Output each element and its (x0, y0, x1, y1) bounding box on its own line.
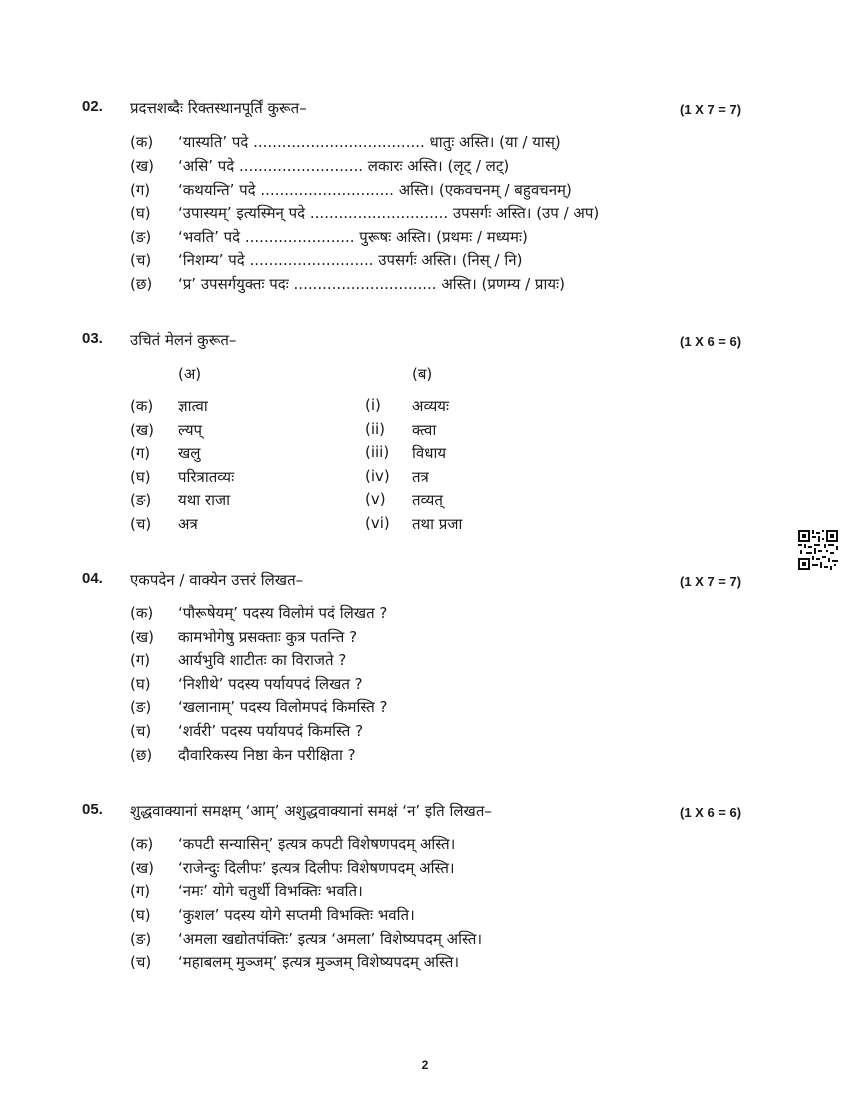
item-label: (ङ) (130, 491, 152, 509)
item-text: ‘महाबलम् मुञ्जम्’ इत्यत्र मुञ्जम् विशेष्यपदम् अस्ति। (178, 953, 460, 971)
item-text: ‘निशीथे’ पदस्य पर्यायपदं लिखत ? (178, 675, 363, 693)
left-term: खलु (178, 444, 201, 462)
left-term: यथा राजा (178, 491, 230, 509)
item-label: (घ) (130, 468, 151, 486)
item-label: (ख) (130, 859, 154, 877)
left-term: परित्रातव्यः (178, 468, 235, 486)
item-label: (ख) (130, 421, 154, 439)
item-label: (ख) (130, 157, 154, 175)
item-label: (ख) (130, 628, 154, 646)
item-label: (ग) (130, 651, 151, 669)
list-item (0, 603, 850, 627)
item-label: (ग) (130, 444, 151, 462)
right-label: (v) (365, 490, 386, 508)
item-text: ‘असि’ पदे .......................... लकारः अस्ति। (लृट् / लट्) (178, 157, 510, 175)
item-label: (क) (130, 133, 154, 151)
list-item (0, 952, 850, 976)
question-number: 05. (82, 801, 103, 818)
list-item (0, 180, 850, 204)
item-label: (घ) (130, 204, 151, 222)
right-label: (i) (365, 396, 381, 414)
item-label: (ङ) (130, 930, 152, 948)
item-label: (च) (130, 515, 152, 533)
question-marks: (1 X 7 = 7) (680, 102, 742, 117)
item-label: (च) (130, 953, 152, 971)
left-term: ज्ञात्वा (178, 397, 208, 415)
question-number: 04. (82, 570, 103, 587)
column-b-heading: (ब) (412, 365, 433, 383)
list-item (0, 132, 850, 156)
question-number: 02. (82, 98, 103, 115)
item-label: (क) (130, 835, 154, 853)
right-term: तथा प्रजा (412, 515, 463, 533)
list-item (0, 929, 850, 953)
column-a-heading: (अ) (178, 365, 202, 383)
match-row (0, 490, 850, 514)
item-text: ‘अमला खद्योतपंक्तिः’ इत्यत्र ‘अमला’ विशेष्यपदम् अस्ति। (178, 930, 483, 948)
match-row (0, 396, 850, 420)
right-label: (vi) (365, 514, 390, 532)
item-text: ‘प्र’ उपसर्गयुक्तः पदः .............................. अस्ति। (प्रणम्य / प्रायः) (178, 275, 565, 293)
list-item (0, 650, 850, 674)
list-item (0, 905, 850, 929)
right-term: क्त्वा (412, 421, 437, 439)
item-text: ‘कथयन्ति’ पदे ............................ अस्ति। (एकवचनम् / बहुवचनम्) (178, 181, 572, 199)
right-term: तत्र (412, 468, 429, 486)
list-item (0, 227, 850, 251)
list-item (0, 834, 850, 858)
item-text: ‘यास्यति’ पदे .................................... धातुः अस्ति। (या / यास्) (178, 133, 561, 151)
list-item (0, 745, 850, 769)
item-text: ‘निशम्य’ पदे .......................... उपसर्गः अस्ति। (निस् / नि) (178, 251, 523, 269)
list-item (0, 203, 850, 227)
list-item (0, 697, 850, 721)
item-label: (ङ) (130, 698, 152, 716)
qr-code-icon (798, 530, 838, 570)
list-item (0, 858, 850, 882)
item-text: ‘भवति’ पदे ....................... पुरूषः अस्ति। (प्रथमः / मध्यमः) (178, 228, 528, 246)
item-text: ‘पौरूषेयम्’ पदस्य विलोमं पदं लिखत ? (178, 604, 388, 622)
right-term: अव्ययः (412, 397, 450, 415)
question-marks: (1 X 6 = 6) (680, 805, 742, 820)
item-text: आर्यभुवि शाटीतः का विराजते ? (178, 651, 347, 669)
item-label: (छ) (130, 746, 153, 764)
right-label: (ii) (365, 420, 386, 438)
left-term: ल्यप् (178, 421, 203, 439)
list-item (0, 274, 850, 298)
list-item (0, 881, 850, 905)
item-label: (घ) (130, 675, 151, 693)
item-text: ‘कपटी सन्यासिन्’ इत्यत्र कपटी विशेषणपदम् अस्ति। (178, 835, 456, 853)
right-term: विधाय (412, 444, 447, 462)
match-row (0, 467, 850, 491)
item-text: ‘राजेन्दुः दिलीपः’ इत्यत्र दिलीपः विशेषणपदम् अस्ति। (178, 859, 455, 877)
right-label: (iii) (365, 443, 390, 461)
question-marks: (1 X 7 = 7) (680, 574, 742, 589)
match-row (0, 514, 850, 538)
item-text: दौवारिकस्य निष्ठा केन परीक्षिता ? (178, 746, 356, 764)
item-text: कामभोगेषु प्रसक्ताः कुत्र पतन्ति ? (178, 628, 358, 646)
item-label: (क) (130, 397, 154, 415)
right-label: (iv) (365, 467, 390, 485)
item-text: ‘उपास्यम्’ इत्यस्मिन् पदे ............................. उपसर्गः अस्ति। (उप / अप) (178, 204, 600, 222)
item-label: (छ) (130, 275, 153, 293)
page-number: 2 (421, 1058, 429, 1072)
list-item (0, 627, 850, 651)
item-label: (ग) (130, 882, 151, 900)
list-item (0, 721, 850, 745)
question-marks: (1 X 6 = 6) (680, 334, 742, 349)
item-label: (घ) (130, 906, 151, 924)
item-text: ‘नमः’ योगे चतुर्थी विभक्तिः भवति। (178, 882, 363, 900)
item-label: (च) (130, 251, 152, 269)
question-title: एकपदेन / वाक्येन उत्तरं लिखत– (130, 571, 304, 589)
item-label: (ङ) (130, 228, 152, 246)
item-text: ‘शर्वरी’ पदस्य पर्यायपदं किमस्ति ? (178, 722, 364, 740)
item-label: (ग) (130, 181, 151, 199)
question-title: उचितं मेलनं कुरूत– (130, 331, 237, 349)
item-text: ‘कुशल’ पदस्य योगे सप्तमी विभक्तिः भवति। (178, 906, 415, 924)
item-text: ‘खलानाम्’ पदस्य विलोमपदं किमस्ति ? (178, 698, 388, 716)
item-label: (क) (130, 604, 154, 622)
list-item (0, 674, 850, 698)
match-row (0, 420, 850, 444)
question-title: शुद्धवाक्यानां समक्षम् ‘आम्’ अशुद्धवाक्यानां समक्षं ‘न’ इति लिखत– (130, 802, 492, 820)
list-item (0, 156, 850, 180)
list-item (0, 250, 850, 274)
match-row (0, 443, 850, 467)
left-term: अत्र (178, 515, 198, 533)
right-term: तव्यत् (412, 491, 443, 509)
item-label: (च) (130, 722, 152, 740)
question-number: 03. (82, 330, 103, 347)
question-title: प्रदत्तशब्दैः रिक्तस्थानपूर्तिं कुरूत– (130, 99, 307, 117)
